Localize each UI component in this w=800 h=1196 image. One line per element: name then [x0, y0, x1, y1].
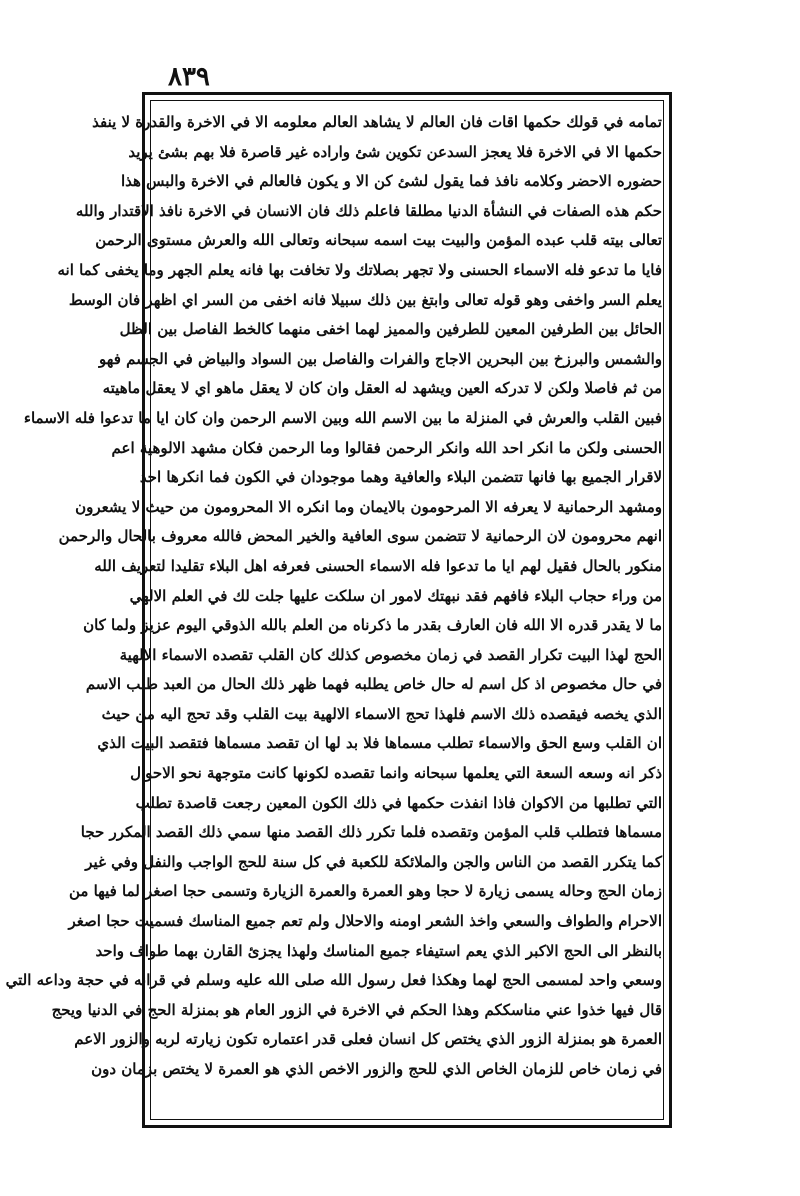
text-line: الحج لهذا البيت تكرار القصد في زمان مخصوص كذلك كان القلب تقصده الاسماء الالهية: [119, 645, 662, 664]
text-line: في حال مخصوص اذ كل اسم له حال خاص يطلبه فهما ظهر ذلك الحال من العبد طلب الاسم: [85, 675, 662, 694]
text-line: الحائل بين الطرفين المعين للطرفين والمميز لهما اخفى منهما كالخط الفاصل بين الظل: [119, 320, 662, 339]
text-line: العمرة هو بمنزلة الزور الذي يختص كل انسان فعلى قدر اعتماره تكون زيارته لربه والزور الاعم: [74, 1030, 662, 1049]
text-line: قال فيها خذوا عني مناسككم وهذا الحكم في الاخرة في الزور العام هو بمنزلة الحج في الدنيا ويحج: [51, 1000, 662, 1019]
text-line: ومشهد الرحمانية لا يعرفه الا المرحومون بالايمان وما انكره الا المحرومون من حيث لا يشعرون: [75, 497, 662, 516]
text-line: ما لا يقدر قدره الا الله فان العارف بقدر ما ذكرناه من العلم بالله الذوقي اليوم عزيز ولما كان: [83, 616, 662, 635]
text-line: مسماها فتطلب قلب المؤمن وتقصده فلما تكرر ذلك القصد منها سمي ذلك القصد المكرر حجا: [80, 823, 662, 842]
text-line: من ثم فاصلا ولكن لا تدركه العين ويشهد له العقل وان كان لا يعقل ماهو اي لا يعقل ماهيته: [102, 379, 662, 398]
text-line: الاحرام والطواف والسعي واخذ الشعر اومنه والاحلال ولم تعم جميع المناسك فسميت حجا اصغر: [68, 912, 662, 931]
text-line: منكور بالحال فقيل لهم ايا ما تدعوا فله الاسماء الحسنى فعرفه اهل البلاء تقليدا لتعريف الله: [94, 556, 662, 575]
text-line: والشمس والبرزخ بين البحرين الاجاج والفرات والفاصل بين السواد والبياض في الجسم فهو: [99, 349, 662, 368]
text-line: الحسنى ولكن ما انكر احد الله وانكر الرحمن فقالوا وما الرحمن فكان مشهد الالوهية اعم: [111, 438, 662, 457]
text-line: كما يتكرر القصد من الناس والجن والملائكة للكعبة في كل سنة للحج الواجب والنفل وفي غير: [85, 852, 662, 871]
text-line: بالنظر الى الحج الاكبر الذي يعم استيفاء جميع المناسك ولهذا يجزئ القارن بهما طواف واحد: [95, 941, 662, 960]
text-line: التي تطلبها من الاكوان فاذا انفذت حكمها في ذلك الكون المعين رجعت قاصدة تطلب: [135, 793, 662, 812]
text-line: حضوره الاحضر وكلامه نافذ فما يقول لشئ كن الا و يكون فالعالم في الاخرة والبس هذا: [120, 172, 662, 191]
text-line: حكم هذه الصفات في النشأة الدنيا مطلقا فاعلم ذلك فان الانسان في الاخرة نافذ الاقتدار والله: [75, 201, 662, 220]
page-number: ٨٣٩: [168, 62, 210, 92]
text-line: فايا ما تدعو فله الاسماء الحسنى ولا تجهر بصلاتك ولا تخافت بها فانه يعلم الجهر وما يخفى كما انه: [57, 260, 662, 279]
text-block: [5, 108, 662, 1116]
text-line: فبين القلب والعرش في المنزلة ما بين الاسم الله وبين الاسم الرحمن وان كان ايا ما تدعوا فله الاسماء: [23, 408, 662, 427]
text-line: يعلم السر واخفى وهو قوله تعالى وابتغ بين ذلك سبيلا فانه اخفى من السر اي اظهر فان الوسط: [68, 290, 662, 309]
text-line: تعالى بيته قلب عبده المؤمن والبيت بيت اسمه سبحانه وتعالى الله والعرش مستوى الرحمن: [95, 231, 662, 250]
text-line: وسعي واحد لمسمى الحج لهما وهكذا فعل رسول الله صلى الله عليه وسلم في قرانه في حجة وداعه التي: [5, 971, 662, 990]
text-line: ان القلب وسع الحق والاسماء تطلب مسماها فلا بد لها ان تقصد مسماها فتقصد البيت الذي: [97, 734, 662, 753]
text-line: حكمها الا في الاخرة فلا يعجز السدعن تكوين شئ واراده غير قاصرة فلا بهم بشئ يريد: [128, 142, 662, 161]
text-line: لاقرار الجميع بها فانها تتضمن البلاء والعافية وهما موجودان في الكون فما انكرها احد: [139, 468, 662, 487]
text-line: في زمان خاص للزمان الخاص الذي للحج والزور الاخص الذي هو العمرة لا يختص بزمان دون: [91, 1060, 662, 1078]
text-line: من وراء حجاب البلاء فافهم فقد نبهتك لامور ان سلكت عليها جلت لك في العلم الالهي: [129, 586, 662, 605]
text-line: تمامه في قولك حكمها اقات فان العالم لا يشاهد العالم معلومه الا في الاخرة والقدرة لا ينفذ: [92, 113, 662, 131]
text-line: زمان الحج وحاله يسمى زيارة لا حجا وهو العمرة والعمرة الزيارة وتسمى حجا اصغر لما فيها من: [68, 882, 662, 901]
text-line: انهم محرومون لان الرحمانية لا تتضمن سوى العافية والخير المحض فالله معروف بالحال والرحمن: [58, 527, 662, 546]
text-line: ذكر انه وسعه السعة التي يعلمها سبحانه وانما تقصده لكونها كانت متوجهة نحو الاحوال: [130, 764, 662, 783]
text-line: الذي يخصه فيقصده ذلك الاسم فلهذا تحج الاسماء الالهية بيت القلب وقد تحج اليه من حيث: [101, 704, 662, 723]
